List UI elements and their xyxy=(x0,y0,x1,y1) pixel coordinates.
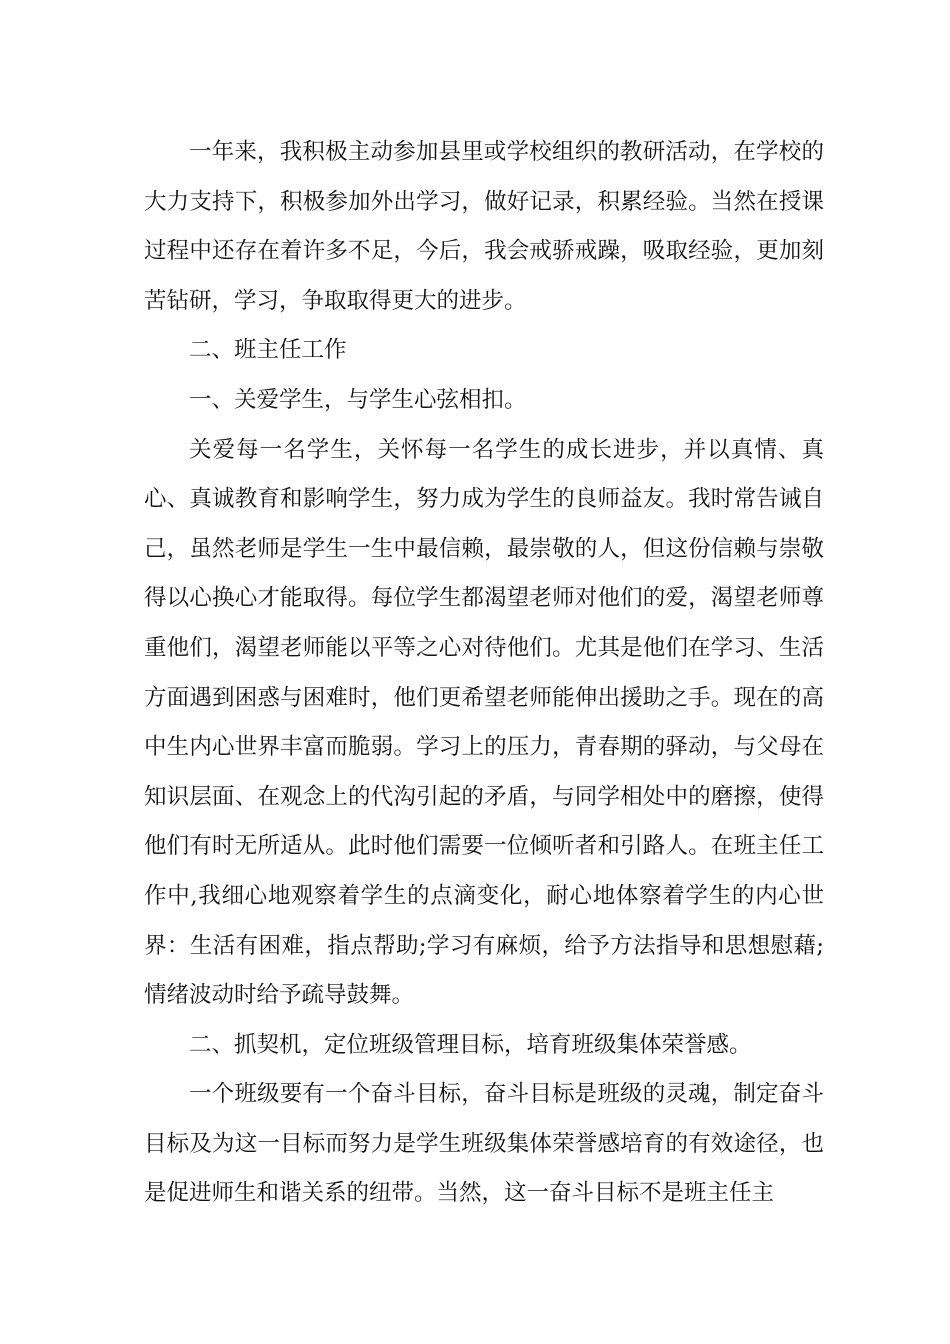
document-body xyxy=(144,128,824,1219)
paragraph-teaching-reflection: 一年来，我积极主动参加县里或学校组织的教研活动，在学校的大力支持下，积极参加外出学习，做好记录，积累经验。当然在授课过程中还存在着许多不足，今后，我会戒骄戒躁，吸取经验，更加刻苦钻研，学习，争取取得更大的进步。 xyxy=(144,139,824,314)
section-heading-head-teacher-work: 二、班主任工作 xyxy=(189,337,347,364)
subheading-care-for-students: 一、关爱学生，与学生心弦相扣。 xyxy=(189,386,527,413)
subheading-class-goals: 二、抓契机，定位班级管理目标，培育班级集体荣誉感。 xyxy=(189,1031,752,1058)
paragraph-class-goals: 一个班级要有一个奋斗目标，奋斗目标是班级的灵魂，制定奋斗目标及为这一目标而努力是学生班级集体荣誉感培育的有效途径，也是促进师生和谐关系的纽带。当然，这一奋斗目标不是班主任主 xyxy=(144,1081,824,1207)
paragraph-care-for-students: 关爱每一名学生，关怀每一名学生的成长进步，并以真情、真心、真诚教育和影响学生，努力成为学生的良师益友。我时常告诫自己，虽然老师是学生一生中最信赖，最崇敬的人，但这份信赖与崇敬得以心换心才能取得。每位学生都渴望老师对他们的爱，渴望老师尊重他们，渴望老师能以平等之心对待他们。尤其是他们在学习、生活方面遇到困惑与困难时，他们更希望老师能伸出援助之手。现在的高中生内心世界丰富而脆弱。学习上的压力，青春期的驿动，与父母在知识层面、在观念上的代沟引起的矛盾，与同学相处中的磨擦，使得他们有时无所适从。此时他们需要一位倾听者和引路人。在班主任工作中,我细心地观察着学生的点滴变化，耐心地体察着学生的内心世界：生活有困难，指点帮助;学习有麻烦，给予方法指导和思想慰藉;情绪波动时给予疏导鼓舞。 xyxy=(144,436,824,1009)
